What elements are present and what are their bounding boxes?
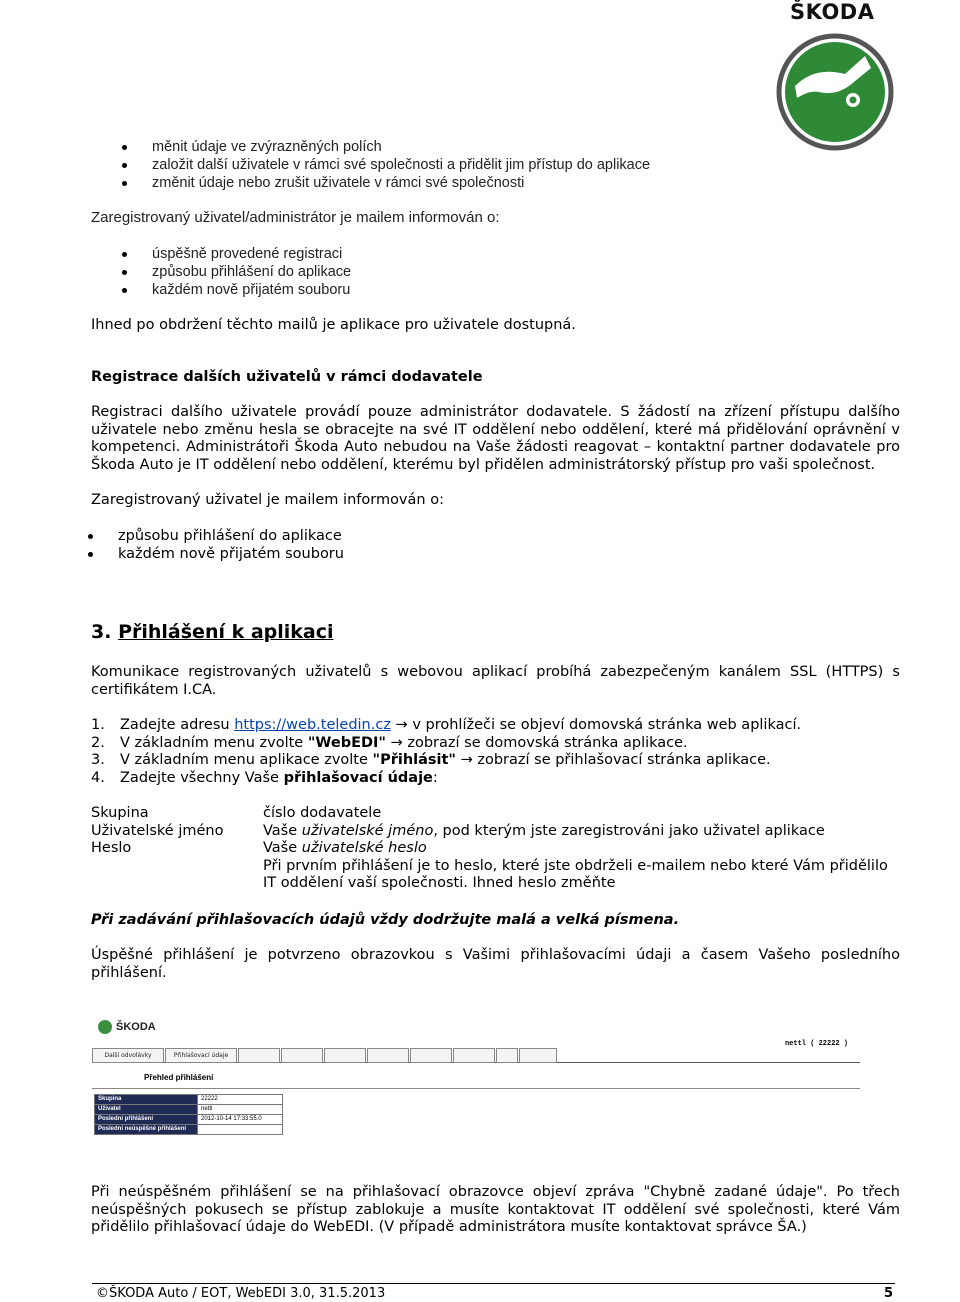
bullet-icon	[122, 163, 127, 168]
list-item: 3. V základním menu aplikace zvolte "Přihlásit" → zobrazí se přihlašovací stránka aplikace.	[91, 752, 771, 768]
value-group: číslo dodavatele	[263, 805, 382, 821]
screenshot-brand: ŠKODA	[98, 1020, 156, 1034]
label-password: Heslo	[91, 840, 132, 856]
menu-item[interactable]	[496, 1048, 518, 1063]
permissions-list	[118, 138, 650, 192]
table-row: Uživatel nettl	[95, 1105, 283, 1115]
list-item: každém nově přijatém souboru	[84, 545, 344, 563]
login-intro-paragraph: Komunikace registrovaných uživatelů s webovou aplikací probíhá zabezpečeným kanálem SSL (HTTPS) s certifikátem I.CA.	[91, 664, 900, 698]
arrow-right-icon: →	[390, 717, 413, 733]
menu-item[interactable]	[281, 1048, 323, 1063]
arrow-right-icon: →	[455, 752, 478, 768]
page-number: 5	[884, 1286, 894, 1301]
menu-item[interactable]	[324, 1048, 366, 1063]
login-overview-screenshot	[92, 1012, 860, 1172]
menu-item[interactable]	[519, 1048, 557, 1063]
section-title-login: 3. Přihlášení k aplikaci	[91, 621, 334, 643]
table-row: Poslední neúspěšné přihlášení	[95, 1125, 283, 1135]
bullet-icon	[122, 270, 127, 275]
bullet-icon	[122, 288, 127, 293]
section-heading-registration: Registrace dalších uživatelů v rámci dodavatele	[91, 369, 483, 385]
list-item: změnit údaje nebo zrušit uživatele v rámci své společnosti	[118, 174, 650, 192]
label-username: Uživatelské jméno	[91, 822, 224, 839]
list-item: 1. Zadejte adresu https://web.teledin.cz → v prohlížeči se objeví domovská stránka web aplikací.	[91, 717, 802, 733]
footer-text: ©ŠKODA Auto / EOT, WebEDI 3.0, 31.5.2013	[96, 1286, 386, 1301]
table-row: Poslední přihlášení 2012-10-14 17:33:55.0	[95, 1115, 283, 1125]
value-password: Vaše uživatelské heslo	[263, 840, 427, 856]
skoda-emblem-icon	[98, 1020, 112, 1034]
login-failure-paragraph: Při neúspěšném přihlášení se na přihlašovací obrazovce objeví zpráva "Chybně zadané údaje". Po třech neúspěšných pokusech se přístup zablokuje a musíte kontaktovat IT oddělení své společnosti, které Vám přidělilo přihlašovací údaje do WebEDI. (V případě administrátora musíte kontaktovat správce ŠA.)	[91, 1184, 900, 1235]
bullet-icon	[122, 181, 127, 186]
screenshot-user: nettl ( 22222 )	[784, 1040, 848, 1048]
list-item: založit další uživatele v rámci své společnosti a přidělit jim přístup do aplikace	[118, 156, 650, 174]
value-username: Vaše uživatelské jméno, pod kterým jste zaregistrováni jako uživatel aplikace	[263, 822, 825, 839]
screenshot-menubar	[92, 1048, 860, 1063]
list-item: 4. Zadejte všechny Vaše přihlašovací údaje:	[91, 769, 438, 786]
screenshot-title: Přehled přihlášení	[144, 1073, 214, 1082]
list-item: každém nově přijatém souboru	[118, 281, 351, 299]
case-sensitivity-warning: Při zadávání přihlašovacích údajů vždy dodržujte malá a velká písmena.	[91, 912, 680, 928]
admin-notifications-list	[118, 245, 351, 299]
list-item: 2. V základním menu zvolte "WebEDI" → zobrazí se domovská stránka aplikace.	[91, 734, 688, 751]
user-notifications-list	[84, 527, 344, 563]
login-success-paragraph: Úspěšné přihlášení je potvrzeno obrazovkou s Vašimi přihlašovacími údaji a časem Vašeho posledního přihlášení.	[91, 947, 900, 981]
registration-paragraph: Registraci dalšího uživatele provádí pouze administrátor dodavatele. S žádostí na zřízení přístupu dalšího uživatele nebo změnu hesla se obracejte na své IT oddělení nebo oddělení, které má přidělování oprávnění v kompetenci. Administrátoři Škoda Auto nebudou na Vaše žádosti reagovat – kontaktní partner dodavatele pro Škoda Auto je IT oddělení nebo oddělení, kterému byl přidělen administrátorský přístup pro vaši společnost.	[91, 404, 900, 473]
teledin-link[interactable]: https://web.teledin.cz	[234, 717, 391, 733]
list-item: způsobu přihlášení do aplikace	[84, 527, 344, 545]
login-steps-list	[91, 717, 801, 787]
list-item: měnit údaje ve zvýrazněných polích	[118, 138, 650, 156]
admin-info-paragraph: Zaregistrovaný uživatel/administrátor je mailem informován o:	[91, 209, 500, 226]
divider	[92, 1088, 860, 1089]
bullet-icon	[122, 145, 127, 150]
menu-item[interactable]: Další odvolávky	[92, 1048, 164, 1063]
availability-paragraph: Ihned po obdržení těchto mailů je aplikace pro uživatele dostupná.	[91, 317, 576, 333]
user-info-paragraph: Zaregistrovaný uživatel je mailem informován o:	[91, 492, 444, 508]
value-password-note: Při prvním přihlášení je to heslo, které jste obdrželi e-mailem nebo které Vám přidělilo IT oddělení vaší společnosti. Ihned heslo změňte	[263, 857, 888, 891]
footer-divider	[92, 1283, 895, 1284]
label-group: Skupina	[91, 805, 149, 821]
menu-item[interactable]: Přihlašovací údaje	[165, 1048, 237, 1063]
menu-item[interactable]	[453, 1048, 495, 1063]
menu-item[interactable]	[410, 1048, 452, 1063]
arrow-right-icon: →	[385, 734, 408, 751]
credentials-labels	[91, 805, 223, 858]
bullet-icon	[88, 552, 93, 557]
skoda-emblem-icon	[775, 26, 895, 154]
bullet-icon	[88, 534, 93, 539]
menu-item[interactable]	[238, 1048, 280, 1063]
bullet-icon	[122, 252, 127, 257]
table-row: Skupina 22222	[95, 1095, 283, 1105]
skoda-wordmark: ŠKODA	[790, 0, 875, 24]
list-item: úspěšně provedené registraci	[118, 245, 351, 263]
credentials-values	[263, 805, 903, 893]
login-overview-table	[94, 1094, 283, 1135]
menu-item[interactable]	[367, 1048, 409, 1063]
list-item: způsobu přihlášení do aplikace	[118, 263, 351, 281]
